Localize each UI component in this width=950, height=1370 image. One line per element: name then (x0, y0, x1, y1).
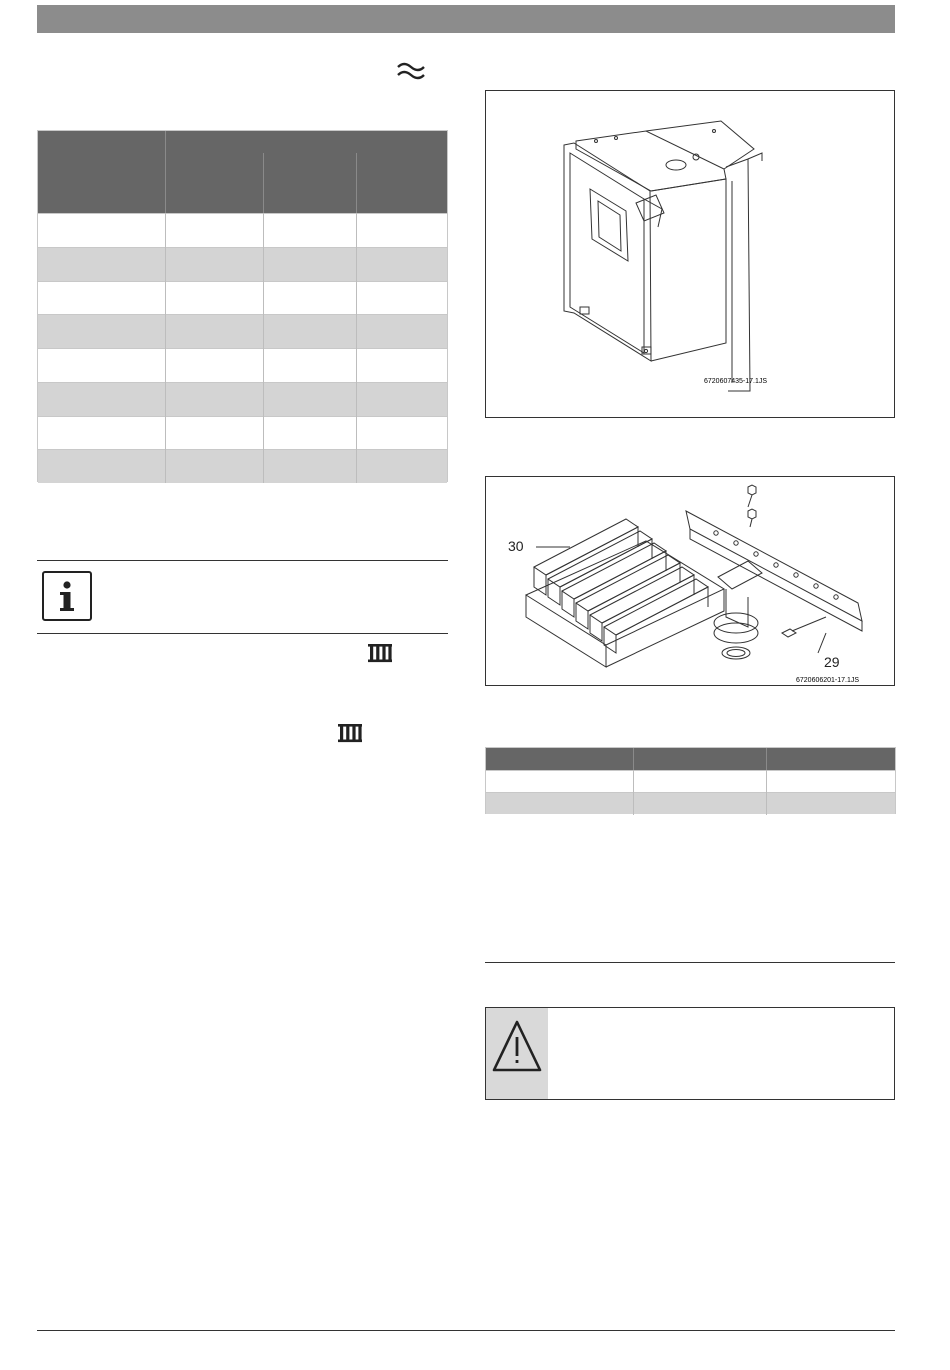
radiator-icon (366, 642, 394, 664)
figure-casing (485, 90, 895, 418)
settings-table (37, 130, 448, 482)
casing-illustration (486, 91, 894, 417)
table-header (486, 748, 895, 770)
table-row (38, 416, 447, 450)
footer-rule (37, 1330, 895, 1331)
callout-label: 30 (508, 538, 524, 554)
table-row (38, 348, 447, 382)
figure-code: 6720606201-17.1JS (796, 677, 860, 684)
figure-burner (485, 476, 895, 686)
info-rule-top (37, 560, 448, 561)
warning-box (485, 1007, 895, 1100)
burner-table (485, 747, 896, 814)
warning-strip (486, 1008, 548, 1099)
table-row (38, 281, 447, 315)
table-row (38, 213, 447, 247)
burner-illustration (486, 477, 894, 685)
section-rule (485, 962, 895, 963)
table-row (38, 382, 447, 416)
radiator-icon (336, 722, 364, 744)
info-icon (42, 571, 92, 621)
figure-code: 6720607435-17.1JS (704, 378, 768, 385)
warning-triangle-icon (486, 1008, 548, 1099)
header-bar (37, 5, 895, 33)
table-row (38, 314, 447, 348)
wave-approx-icon (396, 60, 426, 80)
callout-label: 29 (824, 654, 840, 670)
info-rule-bottom (37, 633, 448, 634)
table-row (486, 770, 895, 792)
table-row (38, 247, 447, 281)
table-row (38, 449, 447, 483)
table-header (38, 131, 447, 213)
table-row (486, 792, 895, 814)
